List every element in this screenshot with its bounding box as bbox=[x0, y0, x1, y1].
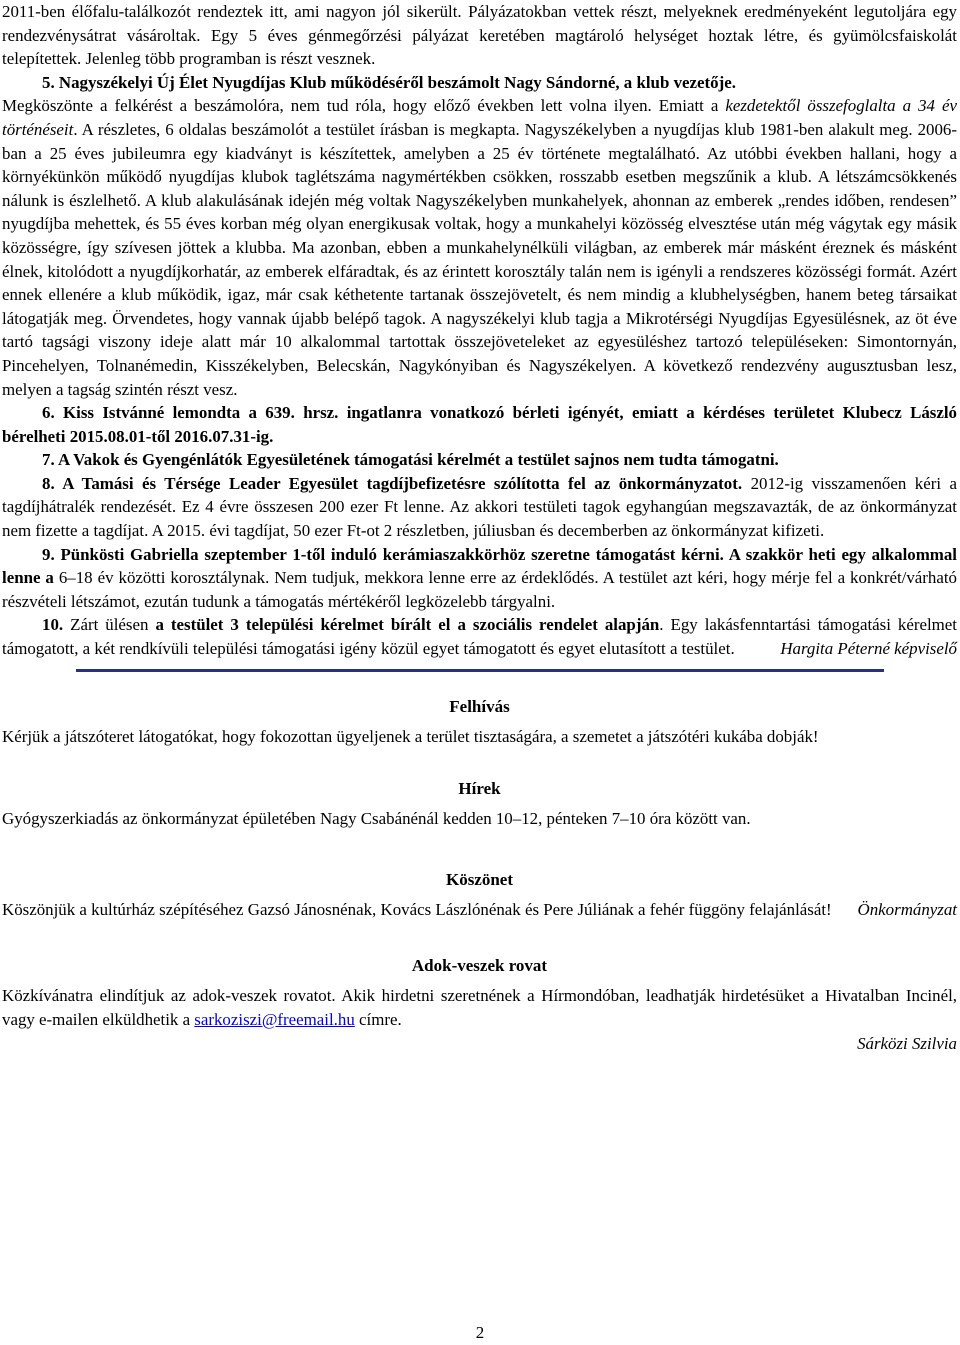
item8-text: 2012-ig visszamenően kéri a tagdíjhátralék rendezését. Ez 4 évre összesen 200 ezer Ft lenne. Az akkori testületi tagok egyhangúan megszavazták, de az önkormányzat nem fizette a tagdíjat. A 2015. évi tagdíjat, 50 ezer Ft-ot 2 részletben, júliusban és decemberben az önkormányzat kifizeti. bbox=[2, 473, 958, 541]
item10-paragraph bbox=[2, 613, 957, 660]
adok-veszek-text bbox=[2, 984, 957, 1031]
hirek-title: Hírek bbox=[458, 779, 501, 799]
page-number: 2 bbox=[475, 1323, 485, 1342]
koszonet-body: Köszönjük a kultúrház szépítéséhez Gazsó Jánosnénak, Kovács Lászlónénak és Pere Júliának a fehér függöny felajánlását! bbox=[2, 899, 832, 919]
item5-text-italic: kezdetektől összefoglalta a 34 év történéseit bbox=[2, 96, 957, 139]
felhivas-text: Kérjük a játszóteret látogatókat, hogy fokozottan ügyeljenek a terület tisztaságára, a szemetet a játszótéri kukába dobják! bbox=[2, 726, 819, 746]
email-link[interactable]: sarkoziszi@freemail.hu bbox=[194, 1010, 355, 1029]
hirek-text: Gyógyszerkiadás az önkormányzat épületében Nagy Csabánénál kedden 10–12, pénteken 7–10 óra között van. bbox=[2, 809, 751, 829]
adok-veszek-title: Adok-veszek rovat bbox=[411, 956, 548, 976]
item5-body bbox=[2, 94, 957, 401]
item9-heading: 9. Pünkösti Gabriella szeptember 1-től induló kerámiaszakkörhöz szeretne támogatást kérni. A szakkör heti egy alkalommal lenne a bbox=[2, 544, 957, 588]
item10-number: 10. bbox=[42, 615, 64, 635]
item5-heading: 5. Nagyszékelyi Új Élet Nyugdíjas Klub működéséről beszámolt Nagy Sándorné, a klub vezetője. bbox=[42, 72, 736, 92]
item8-heading: 8. A Tamási és Térsége Leader Egyesület tagdíjbefizetésre szólította fel az önkormányzatot. bbox=[42, 473, 743, 493]
intro-paragraph: 2011-ben élőfalu-találkozót rendeztek itt, ami nagyon jól sikerült. Pályázatokban vettek részt, melyeknek eredményeként legutoljára egy rendezvénysátrat vásároltak. Egy 5 éves génmegőrzési pályázat keretében magtároló helységet hoztak létre, és gyümölcsfaiskolát telepítettek. Jelenleg több programban is részt vesznek. bbox=[2, 2, 957, 69]
adok-veszek-signature: Sárközi Szilvia bbox=[857, 1033, 957, 1053]
adok-veszek-body-a: Közkívánatra elindítjuk az adok-veszek rovatot. Akik hirdetni szeretnének a Hírmondóban, leadhatják hirdetésüket a Hivatalban Incinél, vagy e-mailen elküldhetik a bbox=[2, 986, 957, 1029]
item9-paragraph bbox=[2, 543, 957, 614]
item6-paragraph: 6. Kiss Istvánné lemondta a 639. hrsz. ingatlanra vonatkozó bérleti igényét, emiatt a kérdéses területet Klubecz László bérelheti 2015.08.01-től 2016.07.31-ig. bbox=[2, 403, 957, 446]
item7-paragraph: 7. A Vakok és Gyengénlátók Egyesületének támogatási kérelmét a testület sajnos nem tudta támogatni. bbox=[42, 450, 779, 470]
item10-text-d: . Egy lakásfenntartási támogatási kérelmet támogatott, a két rendkívüli települési támogatási igény közül egyet támogatott és egyet elutasított a testület. bbox=[2, 615, 957, 659]
item9-text: 6–18 év közötti korosztálynak. Nem tudjuk, mekkora lenne erre az érdeklődés. A testület azt kéri, hogy mérje fel a konkrét/várható részvételi létszámot, ezután tudunk a támogatás mértékéről legközelebb tárgyalni. bbox=[2, 568, 957, 611]
felhivas-title: Felhívás bbox=[449, 696, 510, 716]
item5-text-a: Megköszönte a felkérést a beszámolóra, nem tud róla, hogy előző években lett volna ilyen. Emiatt a bbox=[2, 96, 726, 116]
koszonet-title: Köszönet bbox=[445, 869, 514, 889]
section-divider bbox=[76, 669, 884, 672]
adok-veszek-body-b: címre. bbox=[354, 1010, 402, 1029]
koszonet-signature: Önkormányzat bbox=[857, 899, 957, 919]
item10-text-b: Zárt ülésen bbox=[63, 615, 156, 635]
article-signature: Hargita Péterné képviselő bbox=[780, 639, 957, 659]
item5-text-b: . A részletes, 6 oldalas beszámolót a testület írásban is megkapta. Nagyszékelyben a nyugdíjas klub 1981-ben alakult meg. 2006-ban a 25 éves jubileumra egy kiadványt is készítettek, amelyben a 25 év története megtalálható. Az utóbbi években hallani, hogy a környékünkön működő nyugdíjas klubok taglétszáma nagymértékben csökken, rosszabb esetben megszűnik a klub. A létszámcsökkenés nálunk is észlelhető. A klub alakulásának idején még voltak Nagyszékelyben munkahelyek, ahonnan az emberek „rendes időben, rendesen” nyugdíjba mehettek, és 55 éves korban még olyan energikusak voltak, hogy a munkahelyi közösség elvesztése után még vágytak egy másik közösségre, így szívesen jöttek a klubba. Ma azonban, ebben a munkahelynélküli világban, az emberek már másként éreznek és másként élnek, kitolódott a nyugdíjkorhatár, az emberek elfáradtak, és az érintett korosztály talán nem is igényli a rendszeres közösségi formát. Azért ennek ellenére a klub működik, igaz, már csak kéthetente tartanak összejövetelt, és nem mindig a klubhelységben, hanem beteg társaikat látogatják meg. Örvendetes, hogy vannak újabb belépő tagok. A nagyszékelyi klub tagja a Mikrotérségi Nyugdíjas Egyesülésnek, az öt éve tartó tagsági viszony ideje alatt már 10 alkalommal tartottak összejöveteleket az egyesüléshez tartozó településeken: Simontornyán, Pincehelyen, Tolnanémedin, Kisszékelyben, Belecskán, Nagykónyiban és Nagyszékelyen. A következő rendezvény augusztusban lesz, melyen a tagság szintén részt vesz. bbox=[2, 119, 957, 399]
koszonet-text bbox=[2, 898, 957, 922]
item8-paragraph bbox=[2, 472, 957, 543]
item10-text-bold: a testület 3 települési kérelmet bírált el a szociális rendelet alapján bbox=[155, 615, 660, 635]
